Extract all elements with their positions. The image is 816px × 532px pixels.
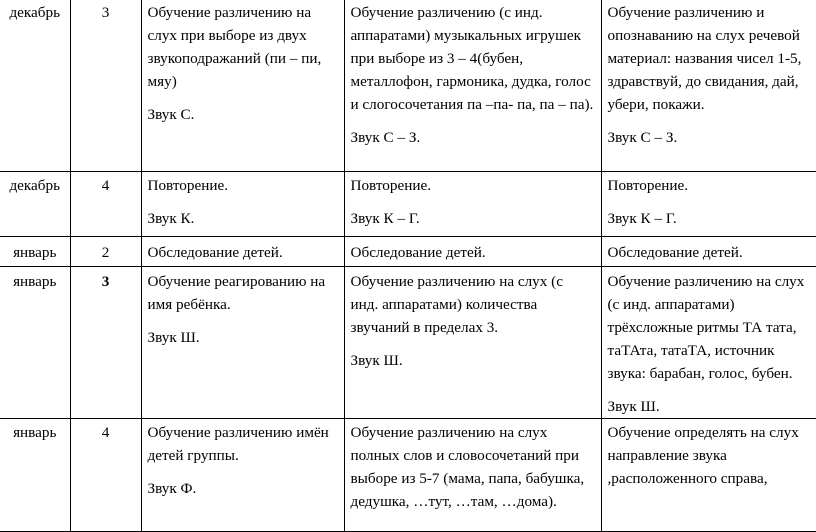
table-row: [0, 172, 816, 237]
sound-text: Звук Ш.: [147, 329, 200, 346]
activity-text: Обследование детей.: [147, 244, 283, 261]
sound-text: Звук К – Г.: [350, 210, 420, 227]
activity-text: Обучение реагированию на имя ребёнка.: [147, 273, 326, 313]
activity-cell: [601, 172, 816, 237]
activity-cell: [344, 267, 601, 419]
week-number-cell: 4: [70, 172, 141, 237]
activity-cell: [344, 419, 601, 532]
month-cell: декабрь: [0, 172, 70, 237]
activity-text: Обучение определять на слух направление звука ,расположенного справа,: [607, 424, 799, 487]
sound-text: Звук С – З.: [350, 129, 421, 146]
activity-cell: [601, 267, 816, 419]
activity-cell: [601, 237, 816, 267]
table-row: [0, 0, 816, 172]
sound-text: Звук К – Г.: [607, 210, 677, 227]
week-number-cell: 4: [70, 419, 141, 532]
activity-text: Обследование детей.: [607, 244, 743, 261]
activity-cell: [344, 237, 601, 267]
activity-cell: [141, 172, 344, 237]
activity-text: Обучение различению и опознаванию на слух речевой материал: названия чисел 1-5, здравствуй, до свидания, дай, убери, покажи.: [607, 4, 802, 113]
activity-text: Обучение различению на слух (с инд. аппаратами) количества звучаний в пределах 3.: [350, 273, 563, 336]
sound-text: Звук Ш.: [607, 398, 660, 415]
table-row: [0, 237, 816, 267]
month-cell: январь: [0, 419, 70, 532]
activity-text: Обучение различению на слух (с инд. аппаратами) трёхсложные ритмы ТА тата, таТАта, татаТА, источник звука: барабан, голос, бубен.: [607, 273, 805, 382]
activity-cell: [344, 172, 601, 237]
week-number-cell: 3: [70, 267, 141, 419]
sound-text: Звук С.: [147, 106, 195, 123]
activity-cell: [141, 0, 344, 172]
sound-text: Звук К.: [147, 210, 195, 227]
activity-cell: [141, 267, 344, 419]
activity-text: Обучение различению имён детей группы.: [147, 424, 329, 464]
week-number-cell: 3: [70, 0, 141, 172]
activity-text: Обучение различению (с инд. аппаратами) музыкальных игрушек при выборе из 3 – 4(бубен, металлофон, гармоника, дудка, голос и слогосочетания па –па- па, па – па).: [350, 4, 594, 113]
activity-cell: [344, 0, 601, 172]
sound-text: Звук Ф.: [147, 480, 197, 497]
activity-text: Повторение.: [147, 177, 229, 194]
month-cell: январь: [0, 237, 70, 267]
sound-text: Звук Ш.: [350, 352, 403, 369]
table-row: [0, 267, 816, 419]
activity-cell: [601, 419, 816, 532]
activity-text: Обследование детей.: [350, 244, 486, 261]
month-cell: декабрь: [0, 0, 70, 172]
activity-cell: [141, 419, 344, 532]
activity-text: Повторение.: [350, 177, 432, 194]
activity-text: Обучение различению на слух при выборе из двух звукоподражаний (пи – пи, мяу): [147, 4, 322, 90]
activity-text: Повторение.: [607, 177, 689, 194]
month-cell: январь: [0, 267, 70, 419]
sound-text: Звук С – З.: [607, 129, 678, 146]
activity-cell: [141, 237, 344, 267]
activity-text: Обучение различению на слух полных слов и словосочетаний при выборе из 5-7 (мама, папа, бабушка, дедушка, …тут, …там, …дома).: [350, 424, 585, 510]
week-number-cell: 2: [70, 237, 141, 267]
table-row: [0, 419, 816, 532]
activity-cell: [601, 0, 816, 172]
